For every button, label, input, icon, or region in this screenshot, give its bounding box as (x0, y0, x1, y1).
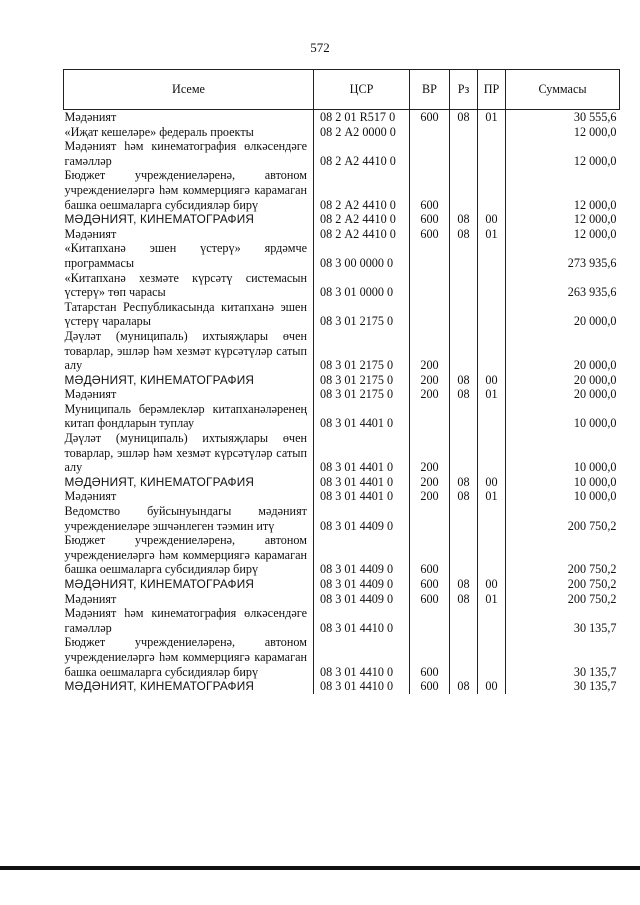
cell-pr: 00 (478, 577, 506, 592)
table-row (64, 475, 620, 490)
cell-rz: 08 (450, 373, 478, 388)
cell-sum: 30 555,6 (506, 110, 620, 125)
cell-pr: 00 (478, 373, 506, 388)
cell-rz (450, 402, 478, 431)
cell-rz (450, 300, 478, 329)
cell-name: МӘДӘНИЯТ, КИНЕМАТОГРАФИЯ (64, 474, 255, 489)
cell-vr: 200 (410, 489, 450, 504)
cell-pr: 01 (478, 592, 506, 607)
cell-name: Дәүләт (муниципаль) ихтыяҗлары өчен товарлар, эшләр һәм хезмәт күрсәтүләр сатып алу (64, 431, 307, 475)
cell-sum: 30 135,7 (506, 635, 620, 679)
table-row (64, 387, 620, 402)
cell-sum: 200 750,2 (506, 577, 620, 592)
cell-rz (450, 431, 478, 475)
table-row (64, 139, 620, 168)
cell-rz (450, 533, 478, 577)
cell-csr: 08 3 01 2175 0 (314, 329, 410, 373)
cell-pr: 00 (478, 475, 506, 490)
cell-vr: 600 (410, 212, 450, 227)
cell-vr: 600 (410, 635, 450, 679)
cell-name: Мәдәният (64, 387, 117, 402)
cell-name: Ведомство буйсынуындагы мәдәният учреждениеләре эшчәнлеген тәэмин итү (64, 504, 307, 533)
table-header-row (64, 70, 620, 110)
cell-pr (478, 168, 506, 212)
table-row (64, 125, 620, 140)
column-header-pr: ПР (478, 70, 506, 110)
cell-name: Мәдәният (64, 591, 117, 606)
cell-name: Бюджет учреждениеләренә, автоном учреждениеләргә һәм коммерциягә карамаган башка оешмаларга субсидияләр бирү (64, 635, 307, 679)
cell-sum: 200 750,2 (506, 504, 620, 533)
cell-csr: 08 3 01 4401 0 (314, 475, 410, 490)
cell-pr (478, 139, 506, 168)
cell-vr: 600 (410, 227, 450, 242)
table-row (64, 635, 620, 679)
table-row (64, 606, 620, 635)
cell-name: МӘДӘНИЯТ, КИНЕМАТОГРАФИЯ (64, 372, 255, 387)
cell-vr (410, 504, 450, 533)
cell-csr: 08 3 01 4409 0 (314, 533, 410, 577)
cell-name: Мәдәният (64, 489, 117, 504)
cell-csr: 08 2 А2 4410 0 (314, 139, 410, 168)
table-row (64, 533, 620, 577)
table-row (64, 592, 620, 607)
cell-vr: 200 (410, 329, 450, 373)
cell-pr: 00 (478, 679, 506, 694)
cell-csr: 08 3 01 4410 0 (314, 606, 410, 635)
cell-name: Бюджет учреждениеләренә, автоном учреждениеләргә һәм коммерциягә карамаган башка оешмаларга субсидияләр бирү (64, 168, 307, 212)
column-header-vr: ВР (410, 70, 450, 110)
cell-rz (450, 241, 478, 270)
cell-csr: 08 3 01 2175 0 (314, 300, 410, 329)
cell-sum: 10 000,0 (506, 475, 620, 490)
cell-pr (478, 606, 506, 635)
cell-rz: 08 (450, 110, 478, 125)
cell-name: Мәдәният һәм кинематография өлкәсендәге гамәлләр (64, 606, 307, 635)
cell-vr (410, 300, 450, 329)
cell-name: МӘДӘНИЯТ, КИНЕМАТОГРАФИЯ (64, 212, 255, 227)
cell-rz: 08 (450, 212, 478, 227)
cell-pr: 01 (478, 387, 506, 402)
cell-vr: 200 (410, 387, 450, 402)
cell-sum: 200 750,2 (506, 592, 620, 607)
table-row (64, 431, 620, 475)
cell-vr (410, 402, 450, 431)
cell-pr (478, 402, 506, 431)
cell-pr: 01 (478, 489, 506, 504)
table-row (64, 577, 620, 592)
column-header-sum: Суммасы (506, 70, 620, 110)
cell-sum: 10 000,0 (506, 431, 620, 475)
cell-sum: 273 935,6 (506, 241, 620, 270)
page-number: 572 (310, 40, 330, 55)
cell-rz (450, 271, 478, 300)
cell-pr (478, 241, 506, 270)
table-row (64, 489, 620, 504)
cell-rz (450, 504, 478, 533)
cell-name: «Китапханә эшен үстерү» ярдәмче программасы (64, 241, 307, 270)
cell-name: Мәдәният һәм кинематография өлкәсендәге гамәлләр (64, 139, 307, 168)
cell-rz: 08 (450, 489, 478, 504)
cell-csr: 08 2 А2 4410 0 (314, 227, 410, 242)
cell-name: МӘДӘНИЯТ, КИНЕМАТОГРАФИЯ (64, 577, 255, 591)
cell-pr (478, 533, 506, 577)
cell-name: «Китапханә хезмәте күрсәтү системасын үстерү» төп чарасы (64, 270, 307, 300)
cell-sum: 30 135,7 (506, 679, 620, 694)
cell-csr: 08 3 01 2175 0 (314, 387, 410, 402)
cell-sum: 20 000,0 (506, 300, 620, 329)
cell-sum: 12 000,0 (506, 212, 620, 227)
cell-vr (410, 606, 450, 635)
cell-csr: 08 3 01 4401 0 (314, 431, 410, 475)
cell-csr: 08 2 А2 4410 0 (314, 212, 410, 227)
table-row (64, 402, 620, 431)
cell-pr: 01 (478, 110, 506, 125)
table-row (64, 679, 620, 694)
cell-sum: 10 000,0 (506, 402, 620, 431)
cell-csr: 08 3 01 2175 0 (314, 373, 410, 388)
cell-name: Мәдәният (64, 226, 117, 241)
cell-csr: 08 3 01 4410 0 (314, 635, 410, 679)
table-row (64, 373, 620, 388)
cell-pr (478, 431, 506, 475)
cell-csr: 08 3 01 0000 0 (314, 271, 410, 300)
cell-rz (450, 635, 478, 679)
table-row (64, 212, 620, 227)
cell-sum: 20 000,0 (506, 387, 620, 402)
cell-rz: 08 (450, 475, 478, 490)
cell-sum: 30 135,7 (506, 606, 620, 635)
cell-name: Муниципаль берәмлекләр китапханәләренең китап фондларын туплау (64, 401, 307, 431)
cell-name: Бюджет учреждениеләренә, автоном учреждениеләргә һәм коммерциягә карамаган башка оешмаларга субсидияләр бирү (64, 533, 307, 577)
page-bottom-border (0, 866, 640, 870)
cell-pr (478, 300, 506, 329)
cell-pr (478, 329, 506, 373)
column-header-name: Исеме (64, 70, 314, 110)
cell-rz (450, 139, 478, 168)
cell-vr (410, 271, 450, 300)
cell-vr: 600 (410, 533, 450, 577)
cell-name: МӘДӘНИЯТ, КИНЕМАТОГРАФИЯ (64, 679, 255, 694)
cell-vr (410, 241, 450, 270)
cell-csr: 08 3 01 4401 0 (314, 489, 410, 504)
cell-csr: 08 2 01 R517 0 (314, 110, 410, 125)
cell-rz (450, 329, 478, 373)
table-row (64, 241, 620, 270)
cell-sum: 12 000,0 (506, 139, 620, 168)
cell-rz: 08 (450, 227, 478, 242)
cell-csr: 08 3 01 4401 0 (314, 402, 410, 431)
cell-vr (410, 125, 450, 140)
cell-vr: 200 (410, 475, 450, 490)
cell-vr: 600 (410, 110, 450, 125)
table-row (64, 168, 620, 212)
cell-sum: 200 750,2 (506, 533, 620, 577)
cell-sum: 20 000,0 (506, 373, 620, 388)
cell-name: «Иҗат кешеләре» федераль проекты (64, 124, 254, 139)
cell-pr (478, 504, 506, 533)
cell-csr: 08 3 00 0000 0 (314, 241, 410, 270)
cell-name: Мәдәният (64, 110, 117, 124)
cell-csr: 08 2 А2 0000 0 (314, 125, 410, 140)
cell-csr: 08 3 01 4409 0 (314, 504, 410, 533)
cell-vr: 200 (410, 373, 450, 388)
cell-vr: 200 (410, 431, 450, 475)
cell-rz: 08 (450, 577, 478, 592)
table-row (64, 227, 620, 242)
cell-vr (410, 139, 450, 168)
table-row (64, 329, 620, 373)
cell-rz: 08 (450, 592, 478, 607)
cell-pr (478, 635, 506, 679)
cell-sum: 20 000,0 (506, 329, 620, 373)
table-row (64, 110, 620, 125)
budget-table (63, 69, 620, 694)
cell-vr: 600 (410, 577, 450, 592)
table-row (64, 504, 620, 533)
cell-csr: 08 2 А2 4410 0 (314, 168, 410, 212)
cell-sum: 12 000,0 (506, 125, 620, 140)
cell-csr: 08 3 01 4409 0 (314, 577, 410, 592)
table-row (64, 300, 620, 329)
cell-vr: 600 (410, 592, 450, 607)
cell-csr: 08 3 01 4409 0 (314, 592, 410, 607)
cell-sum: 263 935,6 (506, 271, 620, 300)
cell-rz: 08 (450, 387, 478, 402)
cell-vr: 600 (410, 168, 450, 212)
cell-sum: 12 000,0 (506, 168, 620, 212)
cell-name: Татарстан Республикасында китапханә эшен үстерү чаралары (64, 299, 307, 329)
table-row (64, 271, 620, 300)
cell-name: Дәүләт (муниципаль) ихтыяҗлары өчен товарлар, эшләр һәм хезмәт күрсәтүләр сатып алу (64, 328, 307, 373)
cell-rz: 08 (450, 679, 478, 694)
cell-sum: 12 000,0 (506, 227, 620, 242)
cell-pr: 00 (478, 212, 506, 227)
cell-pr (478, 271, 506, 300)
column-header-rz: Рз (450, 70, 478, 110)
column-header-csr: ЦСР (314, 70, 410, 110)
cell-rz (450, 168, 478, 212)
cell-pr: 01 (478, 227, 506, 242)
cell-rz (450, 606, 478, 635)
cell-pr (478, 125, 506, 140)
cell-rz (450, 125, 478, 140)
cell-vr: 600 (410, 679, 450, 694)
cell-sum: 10 000,0 (506, 489, 620, 504)
cell-csr: 08 3 01 4410 0 (314, 679, 410, 694)
